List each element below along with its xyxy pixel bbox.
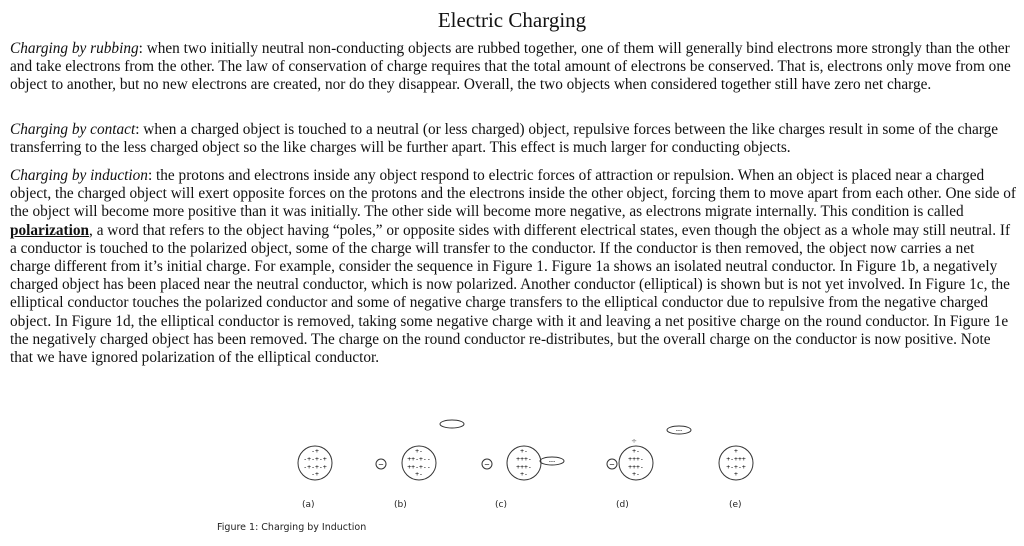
charge-row: +-+++ (726, 455, 746, 463)
round-conductor-d (619, 446, 653, 480)
charge-row: +++- (628, 463, 644, 471)
charge-row: -+-+-+ (303, 463, 327, 471)
charge-row: +- (520, 470, 528, 478)
charge-row: +- (415, 447, 423, 455)
paragraph-induction-text-before: : the protons and electrons inside any object respond to electric forces of attraction or repulsion. When an object is placed near a charged object, the charged object will exert opposite forces on the protons and the electrons inside the other object, forcing them to move apart from each other. One side of the object will become more positive than it was initially. The other side will become more negative, as electrons migrate internally. This condition is called (10, 167, 1017, 221)
panel-label-d: (d) (616, 500, 629, 510)
charge-row: + (734, 470, 738, 478)
paragraph-rubbing-text: : when two initially neutral non-conducting objects are rubbed together, one of them will generally bind electrons more strongly than the other and take electrons from the other. The law of conservation of charge requires that the total amount of electrons be conserved. That is, electrons only move from one object to another, but no new electrons are created, nor do they disappear. Overall, the two objects when considered together still have zero net charge. (10, 40, 1011, 94)
charge-row: +- (632, 447, 640, 455)
spark-mark: ÷ (631, 437, 637, 445)
round-conductor-e (719, 446, 753, 480)
charge-row: +- (632, 470, 640, 478)
term-induction: Charging by induction (10, 167, 148, 184)
negative-charged-object (482, 459, 492, 469)
charge-row: +-+-+ (726, 463, 746, 471)
paragraph-induction (10, 167, 1016, 367)
round-conductor-c (507, 446, 541, 480)
negative-charged-object (376, 459, 386, 469)
paragraph-contact (10, 121, 1016, 157)
charge-row: -+ (311, 470, 319, 478)
charge-row: +++- (628, 455, 644, 463)
term-contact: Charging by contact (10, 121, 136, 138)
charge-row: ++-+-- (407, 463, 431, 471)
charge-row: + (734, 447, 738, 455)
panels-group (298, 446, 753, 480)
elliptical-conductor-removed (667, 426, 691, 434)
charge-row: ++-+-- (407, 455, 431, 463)
negative-charged-object (607, 459, 617, 469)
negative-charge-mark: − (484, 460, 490, 469)
charge-row: -+ (311, 447, 319, 455)
negative-charge-mark: − (609, 460, 615, 469)
charge-row: +++- (516, 455, 532, 463)
charge-row: -+-+-+ (303, 455, 327, 463)
term-rubbing: Charging by rubbing (10, 40, 139, 57)
polarization-term: polarization (10, 221, 90, 239)
paragraph-induction-text-after: , a word that refers to the object having “poles,” or opposite sides with different electrical states, even though the object as a whole may still neutral. If a conductor is touched to the polarized object, some of the charge will transfer to the conductor. If the conductor is then removed, the object now carries a net charge different from it’s initial charge. For example, consider the sequence in Figure 1. Figure 1a shows an isolated neutral conductor. In Figure 1b, a negatively charged object has been placed near the neutral conductor, which is now polarized. Another conductor (elliptical) is shown but is not yet involved. In Figure 1c, the elliptical conductor touches the polarized conductor and some of negative charge transfers to the elliptical conductor due to repulsive from the negative charged object. In Figure 1d, the elliptical conductor is removed, taking some negative charge with it and leaving a net positive charge on the round conductor. In Figure 1e the negatively charged object has been removed. The charge on the round conductor re-distributes, but the overall charge on the conductor is now positive. Note that we have ignored polarization of the elliptical conductor. (10, 221, 1011, 367)
ellipse-removed-charge: --- (675, 427, 683, 435)
negative-charge-mark: − (378, 460, 384, 469)
round-conductor-b (402, 446, 436, 480)
panel-label-c: (c) (495, 500, 507, 510)
charge-row: +- (520, 447, 528, 455)
page-title: Electric Charging (437, 8, 587, 32)
paragraph-rubbing (10, 40, 1016, 95)
panel-label-b: (b) (394, 500, 407, 510)
elliptical-conductor-touching (540, 457, 564, 465)
elliptical-conductor-idle (440, 420, 464, 428)
charge-row: +- (415, 470, 423, 478)
ellipse-charge: --- (548, 458, 556, 466)
charge-row: +++- (516, 463, 532, 471)
round-conductor-a (298, 446, 332, 480)
panel-label-a: (a) (302, 500, 315, 510)
paragraph-contact-text: : when a charged object is touched to a neutral (or less charged) object, repulsive forces between the like charges result in some of the charge transferring to the less charged object so the like charges will be further apart. This effect is much larger for conducting objects. (10, 121, 999, 157)
figure-caption: Figure 1: Charging by Induction (217, 522, 367, 533)
panel-label-e: (e) (729, 500, 742, 510)
